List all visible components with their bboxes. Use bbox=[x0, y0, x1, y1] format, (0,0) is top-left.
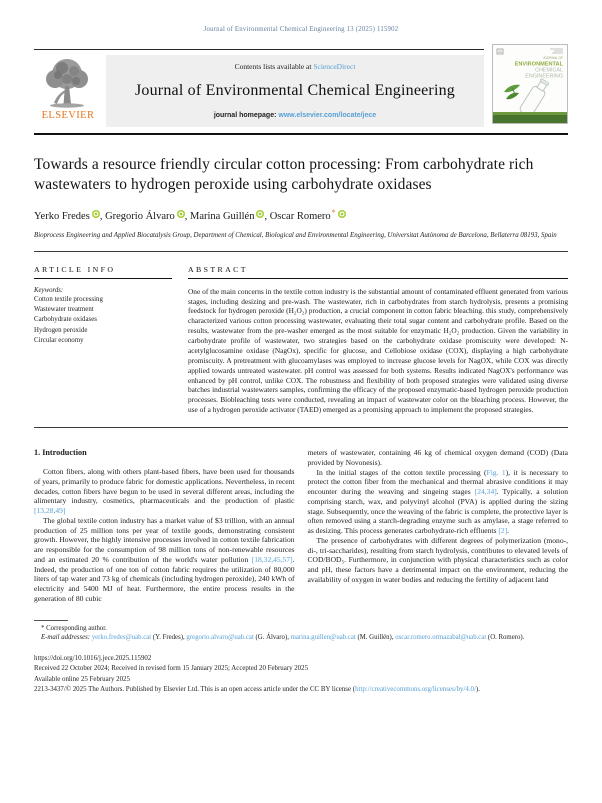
article-info-rule bbox=[34, 278, 172, 279]
author-name[interactable]: Oscar Romero bbox=[269, 210, 331, 222]
inline-link[interactable]: oscar.romero.ormazabal@uab.cat bbox=[395, 634, 487, 642]
author-name[interactable]: Marina Guillén bbox=[190, 210, 255, 222]
footnote-block bbox=[34, 620, 568, 643]
svg-text:ENVIRONMENTAL: ENVIRONMENTAL bbox=[514, 61, 563, 68]
email-label: E-mail addresses: bbox=[41, 634, 92, 642]
affiliation: Bioprocess Engineering and Applied Biocatalysis Group, Department of Chemical, Biological and Environmental Engineering, Universitat Autònoma de Barcelona, Bellaterra 08193, Spain bbox=[34, 231, 557, 239]
orcid-icon[interactable] bbox=[92, 210, 100, 218]
body-paragraph: meters of wastewater, containing 46 kg of chemical oxygen demand (COD) (Data provided by Novonesis). bbox=[307, 448, 568, 467]
inline-link[interactable]: yerko.fredes@uab.cat bbox=[91, 634, 152, 642]
inline-link[interactable]: [2] bbox=[498, 526, 508, 536]
right-column bbox=[308, 448, 569, 604]
orcid-icon[interactable] bbox=[177, 210, 185, 218]
svg-text:ENGINEERING: ENGINEERING bbox=[525, 73, 563, 80]
corresponding-author-mark: * bbox=[331, 207, 336, 217]
copyright-line: 2213-3437/© 2025 The Authors. Published by Elsevier Ltd. This is an open access article under the CC BY license (http://creativecommons.org/licenses/by/4.0/). bbox=[34, 686, 480, 694]
article-info-heading: ARTICLE INFO bbox=[34, 264, 116, 274]
article-info-column bbox=[34, 265, 172, 415]
body-paragraph: In the initial stages of the cotton textile processing (Fig. 1), it is necessary to protect the cotton fiber from the mechanical and thermal abrasive conditions it may encounter during the weaving and singeing stages [24,34]. Typically, a solution comprising starch, wax, and polyvinyl alcohol (PVA) is applied during the sizing stage. Subsequently, once the weaving of the fabric is complete, the protective layer is often removed using a starch-degrading enzyme such as amylase, a stage referred to as desizing. This process generates carbohydrate-rich effluents [2]. bbox=[307, 467, 568, 536]
left-column bbox=[34, 448, 295, 604]
abstract-column bbox=[188, 265, 568, 415]
available-online-line: Available online 25 February 2025 bbox=[34, 675, 130, 683]
author-name[interactable]: Yerko Fredes bbox=[34, 210, 90, 222]
email-addresses-line bbox=[34, 633, 568, 643]
journal-cover bbox=[492, 44, 568, 124]
author bbox=[269, 207, 346, 222]
author bbox=[190, 211, 270, 222]
abstract-text: One of the main concerns in the textile cotton industry is the substantial amount of contaminated effluent generated from various stages, including desizing and pre-wash. The wastewater, rich in carbohydrates from starch hydrolysis, presents a promising feedstock for hydrogen peroxide (H₂O₂) production, a crucial component in cotton fabric bleaching. this study, comprehensively characterized various cotton processing wastewater, evaluating their total sugar content and carbohydrate profile. Based on the results, wastewater from the pre-washer emerged as the most suitable for enzymatic H₂O₂ production. Given the variability in carbohydrate profile of wastewater, two strategies based on the carbohydrate oxidase promiscuity were developed: N-acetylglucosamine oxidase (NagOx), specific for glucose, and Cellobiose oxidase (COX), displaying a high carbohydrate promiscuity. A pretreatment with glucoamylases was employed to increase glucose levels for NagOX, while COX was directly applied towards untreated wastewater. pH control was assessed for both systems. Results indicated NagOX's performance was enhanced by pH control, unlike COX. The robustness and flexibility of both proposed strategies were validated using diverse batches industrial wastewaters samples, confirming the efficacy of the proposed enzymatic-based hydrogen peroxide production processes. Biobleaching tests were conducted, revealing an impact of wastewater color on the bleaching process. However, the use of a hydrogen peroxide activator (TAED) emerged as a promising approach to implement the proposed strategies. bbox=[188, 286, 568, 415]
svg-text:CHEMICAL: CHEMICAL bbox=[535, 67, 563, 74]
keyword: Circular economy bbox=[34, 337, 84, 345]
body-paragraph: The global textile cotton industry has a market value of $3 trillion, with an annual production of 25 million tons per year of textile goods, demonstrating consistent growth. However, the highly intensive processes involved in cotton textile fabrication are responsible for the consumption of 98 million tons of non-renewable resources and an estimated 20 % contribution of the world's water pollution [18,32,45,57]. Indeed, the production of one ton of cotton fabric requires the utilization of 80,000 liters of tap water and 73 kg of chemicals (including hydrogen peroxide), 240 kWh of electricity and 5400 MJ of heat. Furthermore, the entire process results in the generation of 80 cubic bbox=[34, 515, 295, 603]
contents-line bbox=[235, 62, 356, 71]
received-line: Received 22 October 2024; Received in revised form 15 January 2025; Accepted 20 February 2025 bbox=[34, 665, 309, 673]
keywords-label: Keywords: bbox=[34, 286, 64, 294]
orcid-icon[interactable] bbox=[256, 210, 264, 218]
homepage-line bbox=[214, 110, 376, 119]
inline-link[interactable]: [13,28,49] bbox=[34, 506, 66, 516]
journal-title: Journal of Environmental Chemical Engineering bbox=[134, 81, 456, 99]
keyword: Cotton textile processing bbox=[34, 295, 103, 303]
running-head: Journal of Environmental Chemical Engineering 13 (2025) 115902 bbox=[203, 26, 399, 33]
abstract-heading: ABSTRACT bbox=[188, 264, 248, 274]
keyword: Carbohydrate oxidases bbox=[34, 316, 97, 324]
author bbox=[105, 211, 190, 222]
inline-link[interactable]: http://creativecommons.org/licenses/by/4.0/ bbox=[355, 686, 476, 694]
homepage-link[interactable]: www.elsevier.com/locate/jece bbox=[278, 112, 377, 119]
corresponding-author-note: * Corresponding author. bbox=[41, 624, 107, 632]
inline-link[interactable]: [24,34] bbox=[474, 487, 497, 497]
abstract-bottom-rule bbox=[34, 427, 568, 428]
masthead-bottom-rule bbox=[34, 133, 568, 135]
footnote-rule bbox=[34, 620, 68, 621]
email-links: yerko.fredes@uab.cat (Y. Fredes), gregorio.alvaro@uab.cat (G. Álvaro), marina.guillen@uab.cat (M. Guillén), oscar.romero.ormazabal@uab.cat (O. Romero). bbox=[91, 634, 525, 642]
author bbox=[34, 211, 105, 222]
elsevier-wordmark: ELSEVIER bbox=[41, 110, 95, 121]
inline-link[interactable]: [18,32,45,57] bbox=[251, 554, 293, 564]
body-paragraph: The presence of carbohydrates with different degrees of polymerization (mono-, di-, tri-saccharides), resulting from starch hydrolysis, contributes to elevated levels of COD/BOD₅. Furthermore, in conjunction with physical characteristics such as color and pH, these factors have a detrimental impact on the environment, reducing the availability of oxygen in water bodies and reducing the fertility of adjacent land bbox=[307, 535, 568, 584]
elsevier-tree-icon bbox=[34, 57, 102, 109]
masthead-band bbox=[106, 55, 484, 127]
sciencedirect-link[interactable]: ScienceDirect bbox=[313, 62, 356, 71]
elsevier-logo[interactable] bbox=[34, 55, 106, 127]
author-list bbox=[34, 208, 568, 222]
orcid-icon[interactable] bbox=[338, 210, 346, 218]
body-paragraph: Cotton fibers, along with others plant-based fibers, have been used for thousands of years, primarily to produce fabric for domestic applications. Nevertheless, in recent decades, cotton fibers have begun to be used in several different areas, including the alimentary industry, cosmetics, pharmaceuticals and the production of plastic [13,28,49] bbox=[34, 467, 295, 516]
author-name[interactable]: Gregorio Álvaro bbox=[105, 210, 175, 222]
body-columns bbox=[34, 448, 568, 604]
info-abstract-section bbox=[34, 265, 568, 415]
masthead bbox=[34, 49, 568, 127]
article-title: Towards a resource friendly circular cotton processing: From carbohydrate rich wastewaters to hydrogen peroxide using carbohydrate oxidases bbox=[34, 156, 534, 193]
introduction-heading: 1. Introduction bbox=[34, 448, 87, 458]
inline-link[interactable]: marina.guillen@uab.cat bbox=[290, 634, 356, 642]
keyword: Wastewater treatment bbox=[34, 306, 94, 314]
inline-link[interactable]: gregorio.alvaro@uab.cat bbox=[186, 634, 254, 642]
doi-link[interactable]: https://doi.org/10.1016/j.jece.2025.115902 bbox=[34, 655, 152, 663]
masthead-left bbox=[34, 49, 484, 127]
keyword: Hydrogen peroxide bbox=[34, 326, 88, 334]
inline-link[interactable]: Fig. 1 bbox=[486, 467, 506, 477]
svg-text:JOURNAL OF: JOURNAL OF bbox=[542, 56, 563, 60]
homepage-label: journal homepage: bbox=[213, 112, 279, 119]
abstract-rule bbox=[188, 278, 568, 279]
title-block-rule bbox=[34, 251, 568, 252]
footer-block bbox=[34, 654, 568, 695]
contents-prefix: Contents lists available at bbox=[234, 62, 314, 71]
